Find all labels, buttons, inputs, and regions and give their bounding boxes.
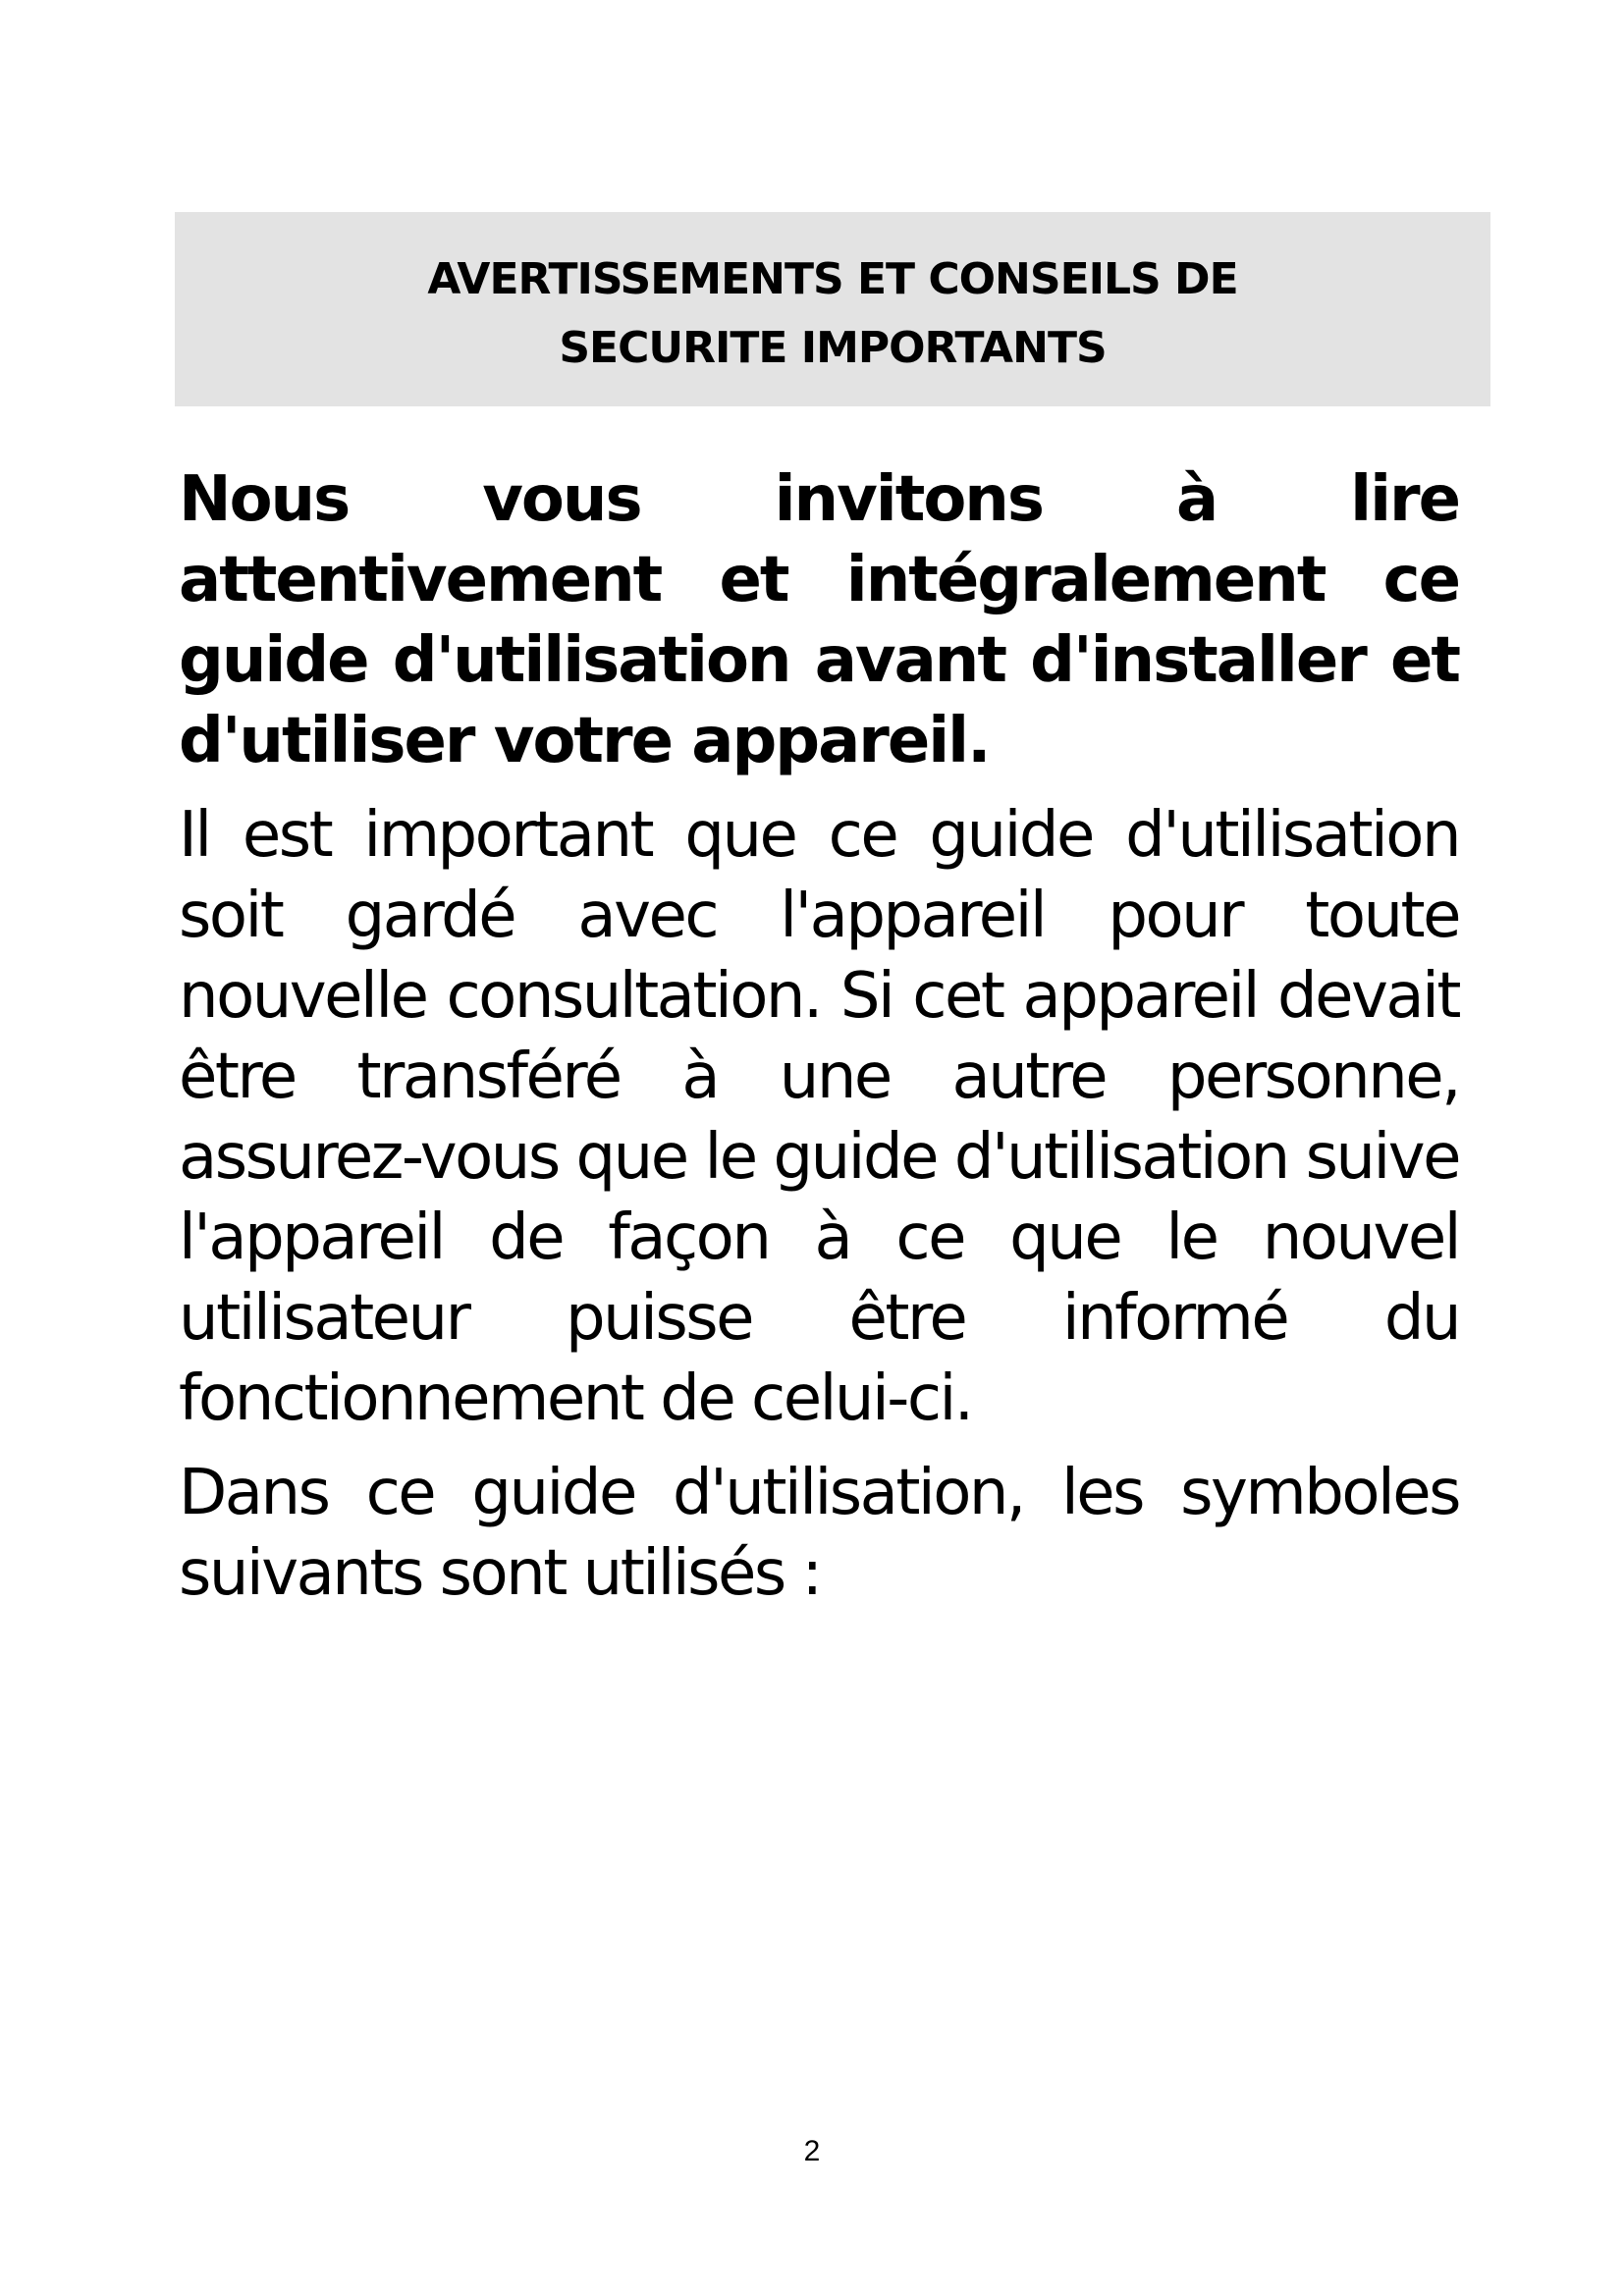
body-paragraph-symbols: Dans ce guide d'utilisation, les symboles suivants sont utilisés : xyxy=(179,1457,1459,1610)
page-number: 2 xyxy=(803,2135,821,2167)
intro-paragraph: Nous vous invitons à lire attentivement et intégralement ce guide d'utilisation avant d'installer et d'utiliser votre appareil. xyxy=(179,463,1459,777)
main-content xyxy=(179,459,1459,1628)
header-title-line-1: AVERTISSEMENTS ET CONSEILS DE xyxy=(427,254,1238,304)
body-paragraph-guide-retention: Il est important que ce guide d'utilisation soit gardé avec l'appareil pour toute nouvelle consultation. Si cet appareil devait être transféré à une autre personne, assurez-vous que le guide d'utilisation suive l'appareil de façon à ce que le nouvel utilisateur puisse être informé du fonctionnement de celui-ci. xyxy=(179,799,1459,1435)
header-title-line-2: SECURITE IMPORTANTS xyxy=(559,323,1107,373)
section-header xyxy=(175,212,1490,406)
